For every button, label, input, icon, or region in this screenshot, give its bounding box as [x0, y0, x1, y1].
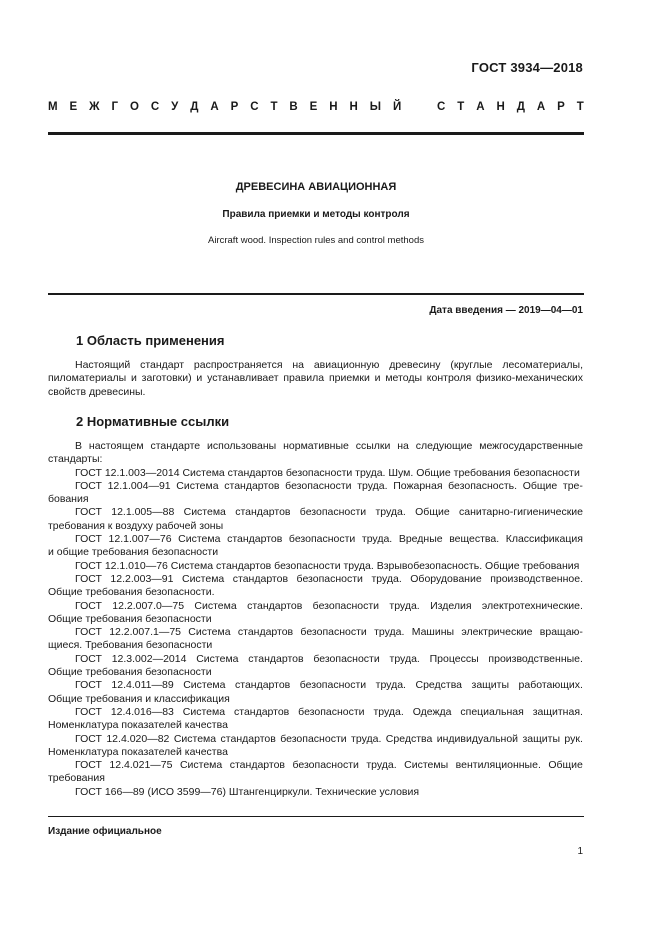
banner-letter: Ы [369, 101, 382, 113]
reference-line: и общие требования безопасности [48, 546, 219, 559]
banner-letter: С [437, 101, 446, 113]
reference-line: ГОСТ 166—89 (ИСО 3599—76) Штангенциркули. Технические условия [75, 785, 420, 798]
banner-letter: Д [190, 101, 199, 113]
section-1-text: Настоящий стандарт распространяется на авиационную древесину (круглые лесоматериалы, пиломатериалы и заготовки) и устанавливает правила приемки и методы контроля физико-механических свойств древесины. [48, 359, 583, 398]
banner-letter: А [536, 101, 546, 113]
reference-line: В настоящем стандарте использованы нормативные ссылки на следующие межгосударственные [75, 440, 583, 452]
reference-line: ГОСТ 12.2.007.0—75 Система стандартов безопасности труда. Изделия электротехнические. [75, 599, 583, 612]
reference-line: ГОСТ 12.2.007.1—75 Система стандартов безопасности труда. Машины электрические вращаю- [75, 626, 583, 639]
reference-line: стандарты: [48, 453, 103, 466]
reference-line: Номенклатура показателей качества [48, 719, 228, 732]
banner-letter: С [250, 101, 259, 113]
banner-letter: Г [111, 101, 119, 113]
introduction-date: Дата введения — 2019—04—01 [429, 305, 583, 316]
reference-line: ГОСТ 12.3.002—2014 Система стандартов безопасности труда. Процессы производственные. [75, 652, 583, 665]
official-edition-note: Издание официальное [48, 826, 162, 837]
reference-line: ГОСТ 12.1.003—2014 Система стандартов безопасности труда. Шум. Общие требования безопасности [75, 466, 580, 479]
english-title: Aircraft wood. Inspection rules and control methods [208, 235, 424, 246]
banner-letter: Т [270, 101, 278, 113]
reference-line: Номенклатура показателей качества [48, 745, 228, 758]
document-subtitle: Правила приемки и методы контроля [222, 209, 410, 220]
reference-line: Общие требования безопасности. [48, 586, 215, 599]
banner-letter: Н [329, 101, 338, 113]
reference-line: ГОСТ 12.4.021—75 Система стандартов безопасности труда. Системы вентиляционные. Общие [75, 759, 583, 772]
section-1-heading: 1 Область применения [76, 333, 225, 348]
reference-line: ГОСТ 12.4.016—83 Система стандартов безопасности труда. Одежда специальная защитная. [75, 705, 583, 718]
header-rule [48, 132, 584, 135]
normative-references-list [48, 440, 583, 799]
banner-letter: О [129, 101, 139, 113]
banner-letter: Е [309, 101, 318, 113]
banner-letter: Н [349, 101, 358, 113]
footer-rule [48, 816, 584, 817]
banner-letter: Т [576, 101, 584, 113]
reference-line: ГОСТ 12.4.020—82 Система стандартов безопасности труда. Средства индивидуальной защиты рук. [75, 732, 583, 745]
section-2-heading: 2 Нормативные ссылки [76, 414, 230, 429]
banner-letter: А [476, 101, 485, 113]
reference-line: требования к воздуху рабочей зоны [48, 519, 224, 532]
reference-line: ГОСТ 12.2.003—91 Система стандартов безопасности труда. Оборудование производственное. [75, 572, 583, 585]
document-title: ДРЕВЕСИНА АВИАЦИОННАЯ [235, 181, 397, 193]
standard-banner [48, 101, 584, 113]
banner-letter: У [171, 101, 179, 113]
reference-line: Общие требования безопасности [48, 612, 212, 625]
reference-line: требования [48, 772, 105, 785]
reference-line: ГОСТ 12.1.004—91 Система стандартов безопасности труда. Пожарная безопасность. Общие тре- [75, 479, 583, 492]
reference-line: Общие требования безопасности [48, 666, 212, 679]
page-number: 1 [577, 846, 583, 857]
reference-line: Общие требования и классификация [48, 692, 230, 705]
banner-letter: Т [457, 101, 465, 113]
banner-letter: Ж [89, 101, 100, 113]
reference-line: ГОСТ 12.1.010—76 Система стандартов безопасности труда. Взрывобезопасность. Общие требования [75, 559, 580, 572]
banner-letter: Е [69, 101, 78, 113]
banner-letter: Р [230, 101, 239, 113]
banner-letter: А [210, 101, 219, 113]
banner-letter: Й [392, 101, 402, 113]
reference-line: ГОСТ 12.4.011—89 Система стандартов безопасности труда. Средства защиты работающих. [75, 679, 583, 692]
title-rule [48, 293, 584, 295]
banner-letter: Н [496, 101, 505, 113]
banner-letter: Р [557, 101, 565, 113]
banner-letter: М [48, 101, 58, 113]
reference-line: бования [48, 493, 89, 506]
reference-line: щиеся. Требования безопасности [48, 639, 213, 652]
banner-letter: С [150, 101, 160, 113]
banner-letter: В [289, 101, 298, 113]
banner-letter: Д [516, 101, 525, 113]
reference-line: ГОСТ 12.1.005—88 Система стандартов безопасности труда. Общие санитарно-гигиенические [75, 506, 583, 519]
reference-line: ГОСТ 12.1.007—76 Система стандартов безопасности труда. Вредные вещества. Классификация [75, 533, 583, 546]
gost-number: ГОСТ 3934—2018 [471, 60, 583, 75]
